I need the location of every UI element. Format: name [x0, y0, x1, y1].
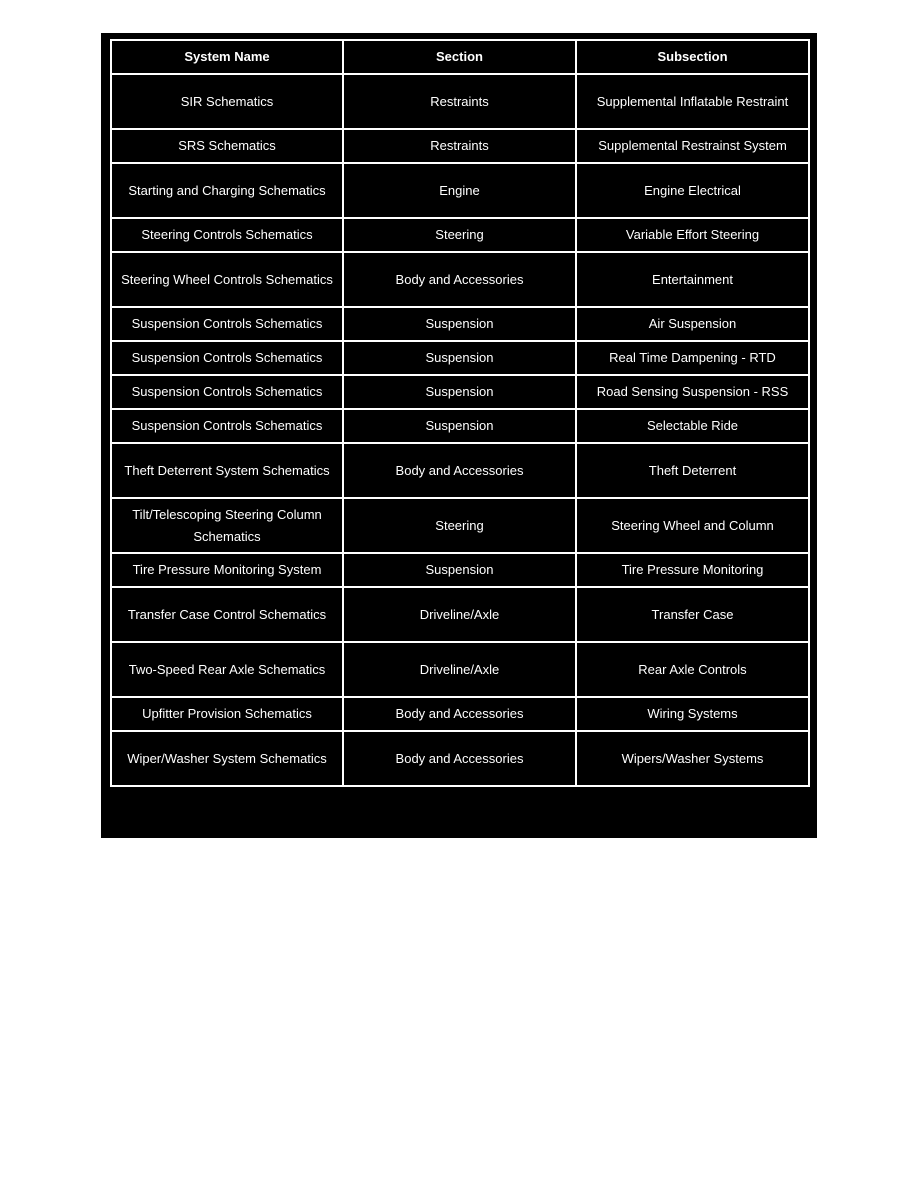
table-body [111, 74, 809, 786]
section-cell: Body and Accessories [343, 731, 576, 786]
system-name-cell: Suspension Controls Schematics [111, 375, 343, 409]
system-name-cell: Suspension Controls Schematics [111, 341, 343, 375]
table-row [111, 731, 809, 786]
header-system-name: System Name [111, 40, 343, 74]
system-name-cell: Steering Controls Schematics [111, 218, 343, 252]
table-row [111, 642, 809, 697]
system-name-cell: Upfitter Provision Schematics [111, 697, 343, 731]
section-cell: Suspension [343, 553, 576, 587]
subsection-cell: Transfer Case [576, 587, 809, 642]
header-section: Section [343, 40, 576, 74]
table-row [111, 218, 809, 252]
system-name-cell: Theft Deterrent System Schematics [111, 443, 343, 498]
section-cell: Body and Accessories [343, 697, 576, 731]
subsection-cell: Rear Axle Controls [576, 642, 809, 697]
section-cell: Body and Accessories [343, 443, 576, 498]
schematics-table-frame [101, 33, 817, 838]
section-cell: Driveline/Axle [343, 587, 576, 642]
section-cell: Restraints [343, 74, 576, 129]
table-row [111, 129, 809, 163]
system-name-cell: Suspension Controls Schematics [111, 307, 343, 341]
table-row [111, 74, 809, 129]
table-row [111, 409, 809, 443]
table-header [111, 40, 809, 74]
section-cell: Suspension [343, 375, 576, 409]
subsection-cell: Wipers/Washer Systems [576, 731, 809, 786]
system-name-cell: Tire Pressure Monitoring System [111, 553, 343, 587]
subsection-cell: Wiring Systems [576, 697, 809, 731]
table-row [111, 498, 809, 553]
table-row [111, 587, 809, 642]
table-row [111, 307, 809, 341]
system-name-cell: Two-Speed Rear Axle Schematics [111, 642, 343, 697]
table-row [111, 697, 809, 731]
subsection-cell: Theft Deterrent [576, 443, 809, 498]
subsection-cell: Tire Pressure Monitoring [576, 553, 809, 587]
subsection-cell: Road Sensing Suspension - RSS [576, 375, 809, 409]
subsection-cell: Selectable Ride [576, 409, 809, 443]
subsection-cell: Supplemental Inflatable Restraint [576, 74, 809, 129]
section-cell: Restraints [343, 129, 576, 163]
section-cell: Suspension [343, 307, 576, 341]
system-name-cell: Suspension Controls Schematics [111, 409, 343, 443]
subsection-cell: Engine Electrical [576, 163, 809, 218]
section-cell: Engine [343, 163, 576, 218]
subsection-cell: Variable Effort Steering [576, 218, 809, 252]
section-cell: Steering [343, 498, 576, 553]
table-row [111, 163, 809, 218]
table-row [111, 252, 809, 307]
subsection-cell: Air Suspension [576, 307, 809, 341]
header-subsection: Subsection [576, 40, 809, 74]
table-row [111, 341, 809, 375]
section-cell: Suspension [343, 409, 576, 443]
system-name-cell: Steering Wheel Controls Schematics [111, 252, 343, 307]
subsection-cell: Entertainment [576, 252, 809, 307]
system-name-cell: Starting and Charging Schematics [111, 163, 343, 218]
section-cell: Body and Accessories [343, 252, 576, 307]
system-name-cell: Tilt/Telescoping Steering Column Schematics [111, 498, 343, 553]
table-row [111, 443, 809, 498]
system-name-cell: SRS Schematics [111, 129, 343, 163]
table-row [111, 375, 809, 409]
system-name-cell: Transfer Case Control Schematics [111, 587, 343, 642]
section-cell: Driveline/Axle [343, 642, 576, 697]
header-row [111, 40, 809, 74]
subsection-cell: Real Time Dampening - RTD [576, 341, 809, 375]
subsection-cell: Supplemental Restrainst System [576, 129, 809, 163]
schematics-table [110, 39, 810, 787]
section-cell: Suspension [343, 341, 576, 375]
section-cell: Steering [343, 218, 576, 252]
system-name-cell: Wiper/Washer System Schematics [111, 731, 343, 786]
subsection-cell: Steering Wheel and Column [576, 498, 809, 553]
system-name-cell: SIR Schematics [111, 74, 343, 129]
table-row [111, 553, 809, 587]
